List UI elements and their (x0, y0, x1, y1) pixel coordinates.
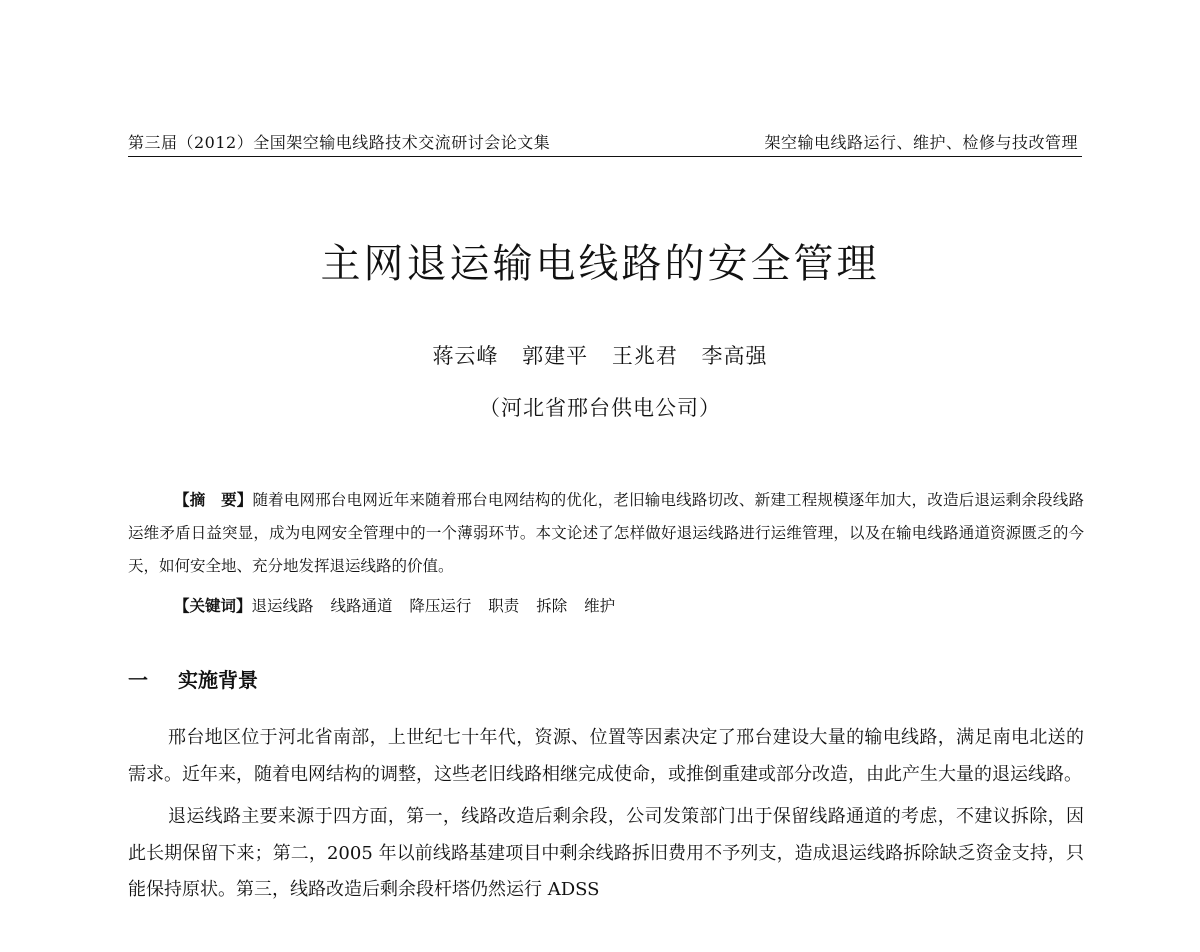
body-text (128, 720, 1084, 915)
abstract-label: 【摘 要】 (174, 491, 253, 509)
keywords-label: 【关键词】 (174, 597, 252, 615)
keywords (174, 594, 615, 616)
section-heading (128, 664, 258, 693)
paper-title: 主网退运输电线路的安全管理 (320, 241, 880, 287)
keywords-text: 退运线路 线路通道 降压运行 职责 拆除 维护 (251, 597, 616, 615)
section-title: 实施背景 (178, 668, 258, 692)
running-header-left: 第三届（2012）全国架空输电线路技术交流研讨会论文集 (128, 133, 551, 152)
paragraph: 邢台地区位于河北省南部，上世纪七十年代，资源、位置等因素决定了邢台建设大量的输电线路，满足南电北送的需求。近年来，随着电网结构的调整，这些老旧线路相继完成使命，或推倒重建或部分改造，由此产生大量的退运线路。 (128, 727, 1084, 785)
running-header-right: 架空输电线路运行、维护、检修与技改管理 (764, 133, 1078, 152)
abstract-text: 随着电网邢台电网近年来随着邢台电网结构的优化，老旧输电线路切改、新建工程规模逐年加大，改造后退运剩余段线路运维矛盾日益突显，成为电网安全管理中的一个薄弱环节。本文论述了怎样做好退运线路进行运维管理，以及在输电线路通道资源匮乏的今天，如何安全地、充分地发挥退运线路的价值。 (128, 491, 1084, 575)
abstract (128, 484, 1084, 583)
author-list: 蒋云峰 郭建平 王兆君 李高强 (432, 344, 768, 368)
affiliation: （河北省邢台供电公司） (479, 396, 721, 420)
section-number: 一 (128, 668, 148, 692)
header-divider (128, 156, 1082, 157)
paragraph: 退运线路主要来源于四方面，第一，线路改造后剩余段，公司发策部门出于保留线路通道的考虑，不建议拆除，因此长期保留下来；第二，2005 年以前线路基建项目中剩余线路拆旧费用不予列支，造成退运线路拆除缺乏资金支持，只能保持原状。第三，线路改造后剩余段杆塔仍然运行 ADSS (128, 806, 1084, 900)
